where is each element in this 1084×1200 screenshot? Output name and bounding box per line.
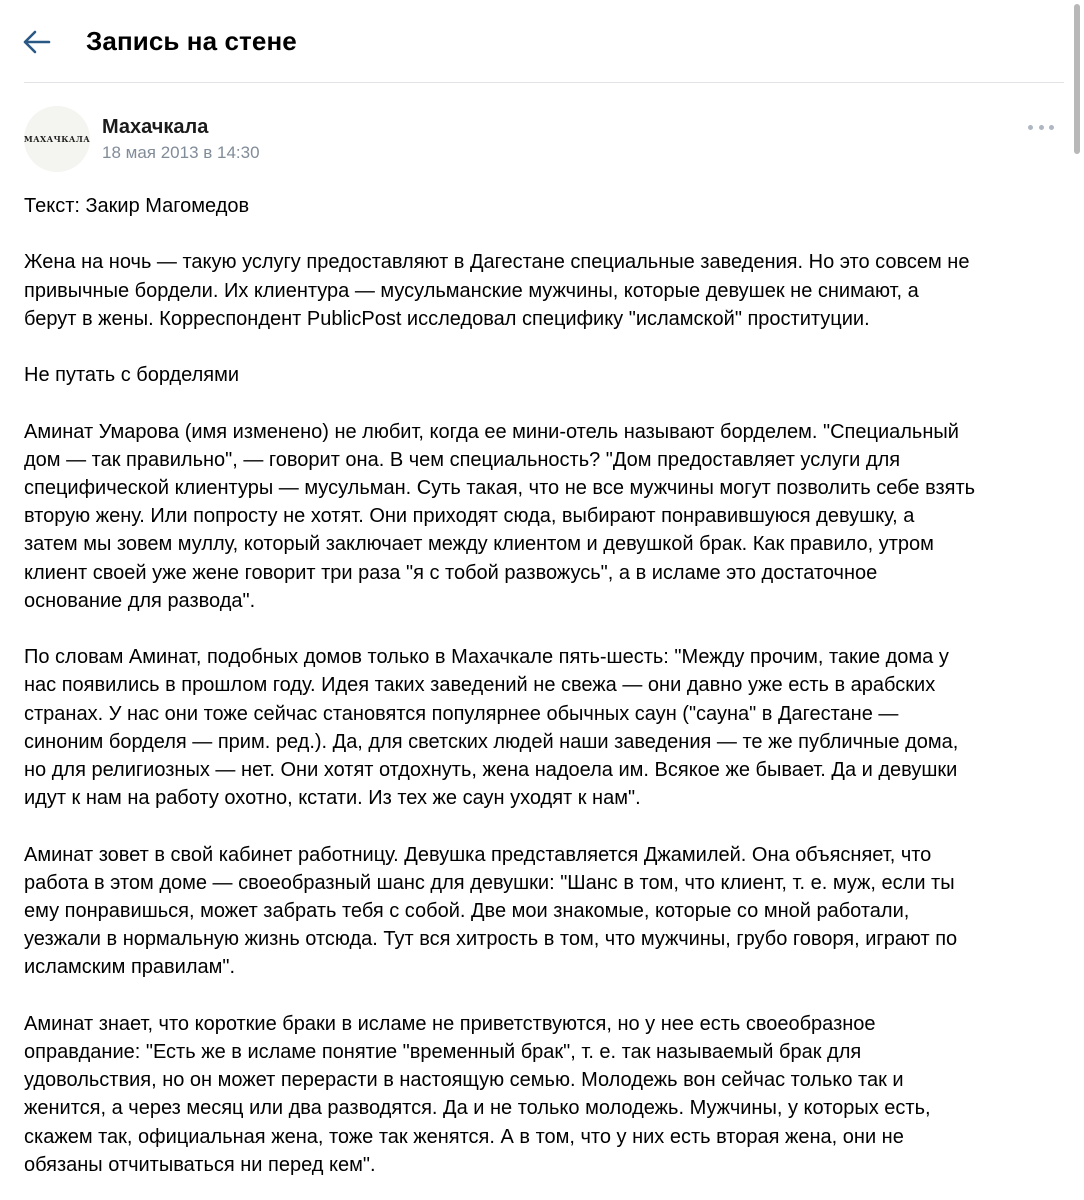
post-text-line: клиент своей уже жене говорит три раза "я с тобой развожусь", а в исламе это достаточное	[24, 561, 878, 584]
post-text-line: вторую жену. Или попросту не хотят. Они приходят сюда, выбирают понравившуюся девушку, а	[24, 505, 915, 528]
avatar[interactable]	[24, 106, 90, 172]
post-text-line: идут к нам на работу охотно, кстати. Из тех же саун уходят к нам".	[24, 787, 641, 810]
post-text-line: Текст: Закир Магомедов	[24, 195, 250, 217]
post-text-line: работа в этом доме — своеобразный шанс для девушки: "Шанс в том, что клиент, т. е. муж, если ты	[24, 871, 955, 894]
post-text-line: Аминат Умарова (имя изменено) не любит, когда ее мини-отель называют борделем. "Специальный	[24, 420, 959, 443]
page-title: Запись на стене	[86, 26, 297, 56]
header-divider	[24, 82, 1064, 83]
post-text-line: но для религиозных — нет. Они хотят отдохнуть, жена надоела им. Всякое же бывает. Да и девушки	[24, 759, 958, 781]
post-text	[24, 192, 1064, 1200]
post-text-line: затем мы зовем муллу, который заключает между клиентом и девушкой брак. Как правило, утром	[24, 533, 934, 556]
post-text-line: Аминат знает, что короткие браки в исламе не приветствуются, но у нее есть своеобразное	[24, 1012, 876, 1035]
post-text-line: скажем так, официальная жена, тоже так женятся. А в том, что у них есть вторая жена, они не	[24, 1125, 904, 1148]
post-text-line: Аминат зовет в свой кабинет работницу. Девушка представляется Джамилей. Она объясняет, что	[24, 843, 932, 866]
post-header	[24, 106, 1064, 176]
post-text-line: ему понравишься, может забрать тебя с собой. Две мои знакомые, которые со мной работали,	[24, 900, 910, 922]
post-text-line: уезжали в нормальную жизнь отсюда. Тут вся хитрость в том, что мужчины, грубо говоря, играют по	[24, 928, 958, 951]
post-paragraph	[24, 192, 1064, 220]
more-horizontal-icon	[1039, 125, 1044, 130]
more-horizontal-icon	[1049, 125, 1054, 130]
post-text-line: нас появились в прошлом году. Идея таких заведений не свежа — они давно уже есть в арабских	[24, 674, 936, 697]
post-paragraph	[24, 841, 1064, 982]
post-text-line: оправдание: "Есть же в исламе понятие "временный брак", т. е. так называемый брак для	[24, 1041, 862, 1063]
post-text-line: По словам Аминат, подобных домов только в Махачкале пять-шесть: "Между прочим, такие дома у	[24, 646, 949, 669]
more-horizontal-icon	[1028, 125, 1033, 130]
post-text-line: основание для развода".	[24, 589, 256, 612]
post-text-line: дом — так правильно", — говорит она. В чем специальность? "Дом предоставляет услуги для	[24, 448, 901, 471]
post-text-line: берут в жены. Корреспондент PublicPost исследовал специфику "исламской" проституции.	[24, 307, 870, 330]
post-paragraph	[24, 1010, 1064, 1179]
back-button[interactable]	[20, 28, 54, 60]
post-paragraph	[24, 643, 1064, 812]
post-paragraph	[24, 418, 1064, 615]
avatar-logo-text: МАХАЧКАЛА	[23, 134, 91, 144]
post-text-line: Жена на ночь — такую услугу предоставляют в Дагестане специальные заведения. Но это совсем не	[24, 251, 970, 274]
post-text-line: странах. У нас они тоже сейчас становятся популярнее обычных саун ("сауна" в Дагестане —	[24, 702, 899, 725]
arrow-left-icon	[22, 29, 52, 60]
post-author[interactable]: Махачкала	[102, 116, 209, 138]
post-text-line: Не путать с борделями	[24, 364, 240, 387]
post-text-line: исламским правилам".	[24, 956, 236, 979]
post-text-line: привычные бордели. Их клиентура — мусульманские мужчины, которые девушек не снимают, а	[24, 279, 919, 302]
post-text-line: специфической клиентуры — мусульман. Суть такая, что не все мужчины могут позволить себе взять	[24, 476, 976, 499]
post-text-line: удовольствия, но он может перерасти в настоящую семью. Молодежь вон сейчас только так и	[24, 1069, 904, 1092]
scrollbar[interactable]	[1074, 4, 1080, 154]
post-text-line: женится, а через месяц или два разводятся. Да и не только молодежь. Мужчины, у которых есть,	[24, 1097, 931, 1120]
post-date[interactable]: 18 мая 2013 в 14:30	[102, 143, 260, 162]
post-text-line: обязаны отчитываться ни перед кем".	[24, 1153, 376, 1176]
post-paragraph	[24, 361, 1064, 389]
header	[0, 0, 1064, 84]
post-text-line: синоним борделя — прим. ред.). Да, для светских людей наши заведения — те же публичные дома,	[24, 730, 959, 753]
more-button[interactable]	[1028, 120, 1054, 134]
post-paragraph	[24, 248, 1064, 333]
